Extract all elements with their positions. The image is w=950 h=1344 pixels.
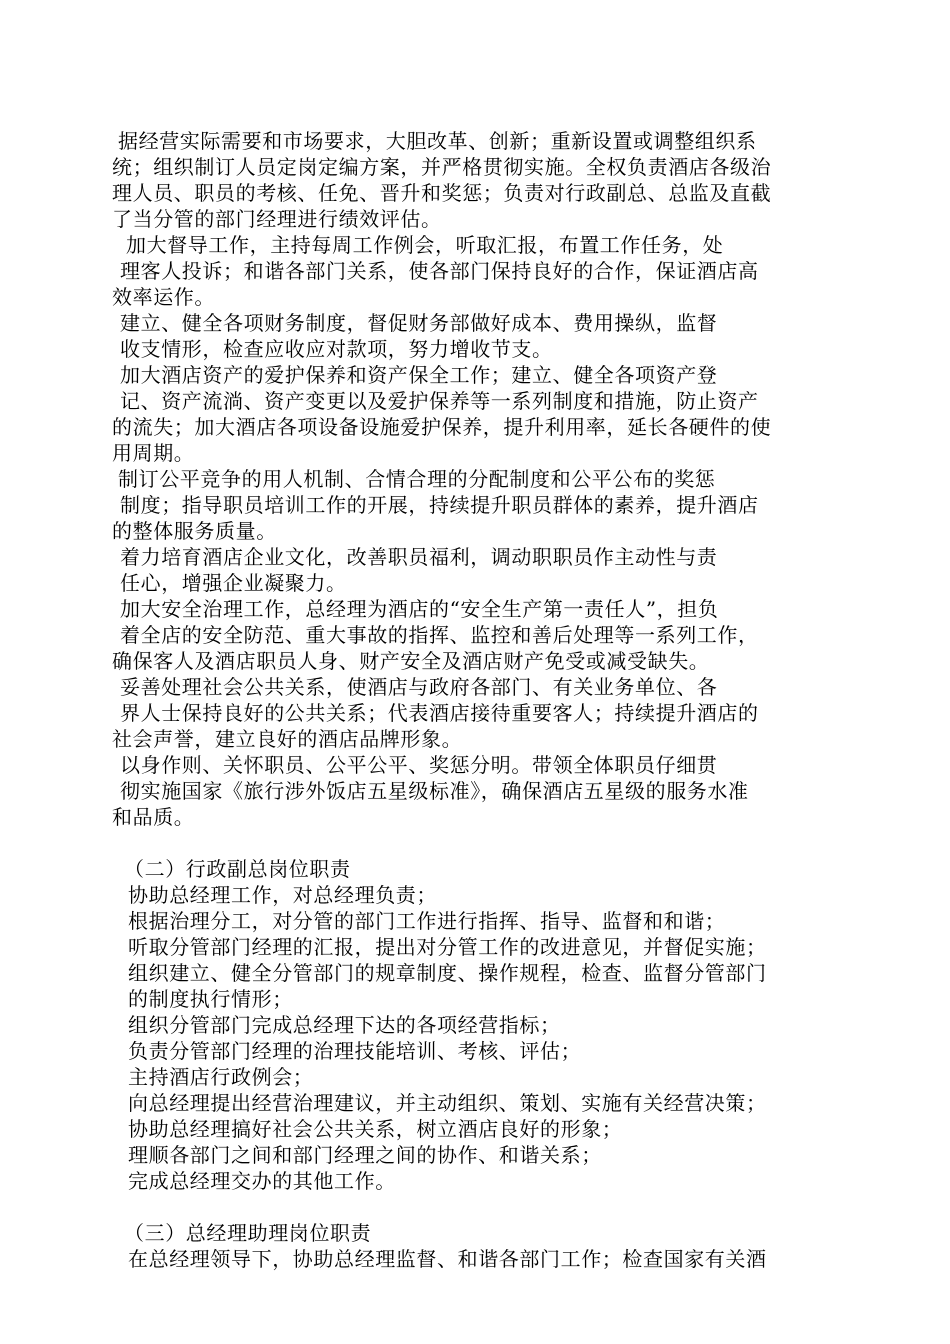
text-line: 据经营实际需要和市场要求，大胆改革、创新；重新设置或调整组织系 xyxy=(118,129,757,153)
text-line: 协助总经理工作，对总经理负责； xyxy=(128,883,437,907)
text-line: 社会声誉，建立良好的酒店品牌形象。 xyxy=(112,727,463,751)
text-line: 组织建立、健全分管部门的规章制度、操作规程，检查、监督分管部门 xyxy=(128,961,767,985)
text-line: 统；组织制订人员定岗定编方案，并严格贯彻实施。全权负责酒店各级治 xyxy=(112,155,772,179)
text-line: 听取分管部门经理的汇报，提出对分管工作的改进意见，并督促实施； xyxy=(128,935,767,959)
text-line: 界人士保持良好的公共关系；代表酒店接待重要客人；持续提升酒店的 xyxy=(120,701,759,725)
text-line: 的制度执行情形； xyxy=(128,987,293,1011)
text-line: 着力培育酒店企业文化，改善职员福利，调动职职员作主动性与责 xyxy=(120,545,718,569)
text-line: 用周期。 xyxy=(112,441,195,465)
text-line: 了当分管的部门经理进行绩效评估。 xyxy=(112,207,442,231)
text-line: 彻实施国家《旅行涉外饭店五星级标准》，确保酒店五星级的服务水准 xyxy=(120,779,749,803)
text-line: 协助总经理搞好社会公共关系，树立酒店良好的形象； xyxy=(128,1117,623,1141)
text-line: 的流失；加大酒店各项设备设施爱护保养，提升利用率，延长各硬件的使 xyxy=(112,415,772,439)
text-line: 加大酒店资产的爱护保养和资产保全工作；建立、健全各项资产登 xyxy=(120,363,718,387)
text-line: 和品质。 xyxy=(112,805,195,829)
text-line: 记、资产流淌、资产变更以及爱护保养等一系列制度和措施，防止资产 xyxy=(120,389,759,413)
text-line: （二）行政副总岗位职责 xyxy=(124,857,351,881)
text-line: 建立、健全各项财务制度，督促财务部做好成本、费用操纵，监督 xyxy=(120,311,718,335)
text-line: 向总经理提出经营治理建议，并主动组织、策划、实施有关经营决策； xyxy=(128,1091,767,1115)
text-line: 效率运作。 xyxy=(112,285,215,309)
text-line: 确保客人及酒店职员人身、财产安全及酒店财产免受或减受缺失。 xyxy=(112,649,710,673)
text-line: 的整体服务质量。 xyxy=(112,519,277,543)
text-line: 制度；指导职员培训工作的开展，持续提升职员群体的素养，提升酒店 xyxy=(120,493,759,517)
text-line: 组织分管部门完成总经理下达的各项经营指标； xyxy=(128,1013,561,1037)
text-line: 加大督导工作，主持每周工作例会，听取汇报，布置工作任务，处 xyxy=(126,233,724,257)
text-line: 妥善处理社会公共关系，使酒店与政府各部门、有关业务单位、各 xyxy=(120,675,718,699)
text-line: 理客人投诉；和谐各部门关系，使各部门保持良好的合作，保证酒店高 xyxy=(120,259,759,283)
text-line: 着全店的安全防范、重大事故的指挥、监控和善后处理等一系列工作， xyxy=(120,623,759,647)
text-line: 理顺各部门之间和部门经理之间的协作、和谐关系； xyxy=(128,1143,602,1167)
text-line: 理人员、职员的考核、任免、晋升和奖惩；负责对行政副总、总监及直截 xyxy=(112,181,772,205)
text-line: 负责分管部门经理的治理技能培训、考核、评估； xyxy=(128,1039,582,1063)
text-line: 制订公平竞争的用人机制、合情合理的分配制度和公平公布的奖惩 xyxy=(118,467,716,491)
text-line: 以身作则、关怀职员、公平公平、奖惩分明。带领全体职员仔细贯 xyxy=(120,753,718,777)
text-line: 任心，增强企业凝聚力。 xyxy=(120,571,347,595)
text-line: 加大安全治理工作，总经理为酒店的“安全生产第一责任人”，担负 xyxy=(120,597,719,621)
text-line: 完成总经理交办的其他工作。 xyxy=(128,1169,396,1193)
text-line: 根据治理分工，对分管的部门工作进行指挥、指导、监督和和谐； xyxy=(128,909,726,933)
text-line: 收支情形，检查应收应对款项，努力增收节支。 xyxy=(120,337,553,361)
text-line: 主持酒店行政例会； xyxy=(128,1065,314,1089)
text-line: （三）总经理助理岗位职责 xyxy=(124,1221,372,1245)
text-line: 在总经理领导下，协助总经理监督、和谐各部门工作；检查国家有关酒 xyxy=(128,1247,767,1271)
